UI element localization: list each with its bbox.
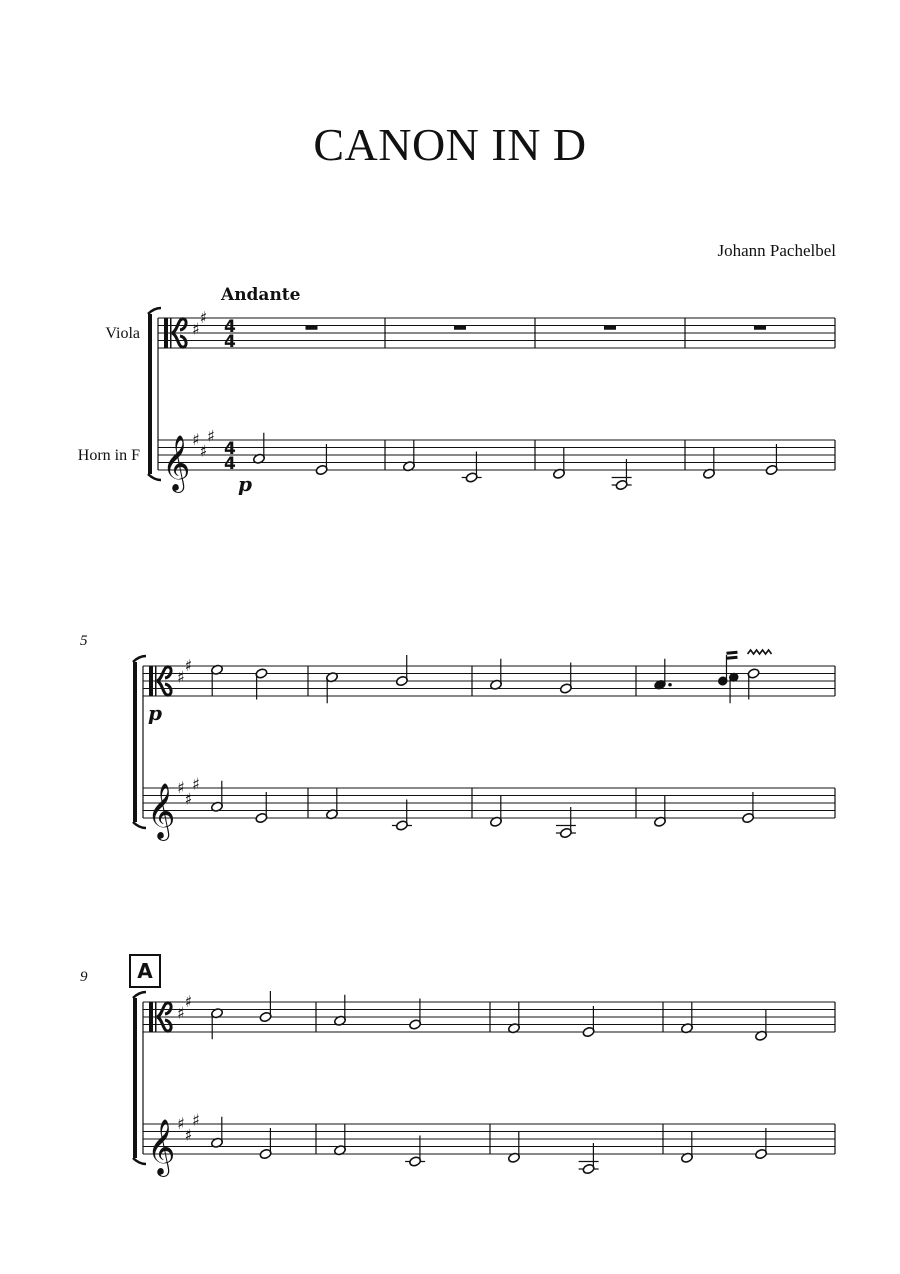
dynamic-marking: p — [238, 472, 252, 496]
instrument-label-horn: Horn in F — [77, 447, 140, 464]
whole-rest — [604, 326, 616, 330]
dynamic-marking: p — [148, 701, 162, 725]
bracket-hook — [133, 1158, 146, 1164]
time-signature-top: 4 — [224, 439, 236, 459]
sharp-sign: ♯ — [177, 1003, 185, 1023]
trill-ornament-icon — [748, 650, 772, 654]
sharp-sign: ♯ — [177, 667, 185, 687]
whole-rest — [754, 326, 766, 330]
sharp-sign: ♯ — [192, 774, 200, 794]
sharp-sign: ♯ — [184, 789, 193, 809]
sharp-sign: ♯ — [199, 308, 208, 327]
measure-number-5: 5 — [80, 633, 88, 649]
time-signature-top: 4 — [224, 317, 236, 337]
sixteenth-beam — [726, 657, 737, 658]
bracket-hook — [133, 656, 146, 662]
instrument-label-viola: Viola — [105, 325, 140, 342]
bracket-hook — [133, 822, 146, 828]
sharp-sign: ♯ — [192, 319, 200, 339]
measure-number-9: 9 — [80, 969, 88, 985]
sharp-sign: ♯ — [177, 1114, 185, 1133]
sharp-sign: ♯ — [177, 778, 185, 797]
rehearsal-mark-a: A — [129, 954, 161, 988]
tempo-marking: Andante — [221, 285, 301, 305]
alto-clef-bar — [149, 666, 153, 696]
score-title: CANON IN D — [313, 119, 587, 170]
treble-clef-icon: 𝄞 — [147, 783, 176, 839]
treble-clef-icon: 𝄞 — [147, 1119, 176, 1175]
sharp-sign: ♯ — [192, 1110, 200, 1130]
sharp-sign: ♯ — [184, 992, 193, 1011]
whole-rest — [454, 326, 466, 330]
alto-clef-bar — [155, 666, 157, 696]
augmentation-dot — [668, 683, 672, 687]
time-signature-bottom: 4 — [224, 332, 236, 352]
sharp-sign: ♯ — [207, 426, 215, 446]
composer-name: Johann Pachelbel — [717, 241, 836, 260]
time-signature-bottom: 4 — [224, 454, 236, 474]
sharp-sign: ♯ — [199, 441, 208, 461]
treble-clef-icon: 𝄞 — [162, 435, 191, 491]
bracket-hook — [133, 992, 146, 998]
whole-rest — [306, 326, 318, 330]
bracket-hook — [148, 474, 161, 480]
alto-clef-bar — [170, 318, 172, 348]
system-bracket — [133, 662, 137, 822]
sharp-sign: ♯ — [192, 430, 200, 449]
system-bracket — [148, 314, 152, 474]
alto-clef-bar — [164, 318, 168, 348]
bracket-hook — [148, 308, 161, 314]
sharp-sign: ♯ — [184, 1125, 193, 1145]
alto-clef-bar — [149, 1002, 153, 1032]
sixteenth-beam — [726, 652, 737, 653]
sharp-sign: ♯ — [184, 656, 193, 675]
system-bracket — [133, 998, 137, 1158]
alto-clef-bar — [155, 1002, 157, 1032]
